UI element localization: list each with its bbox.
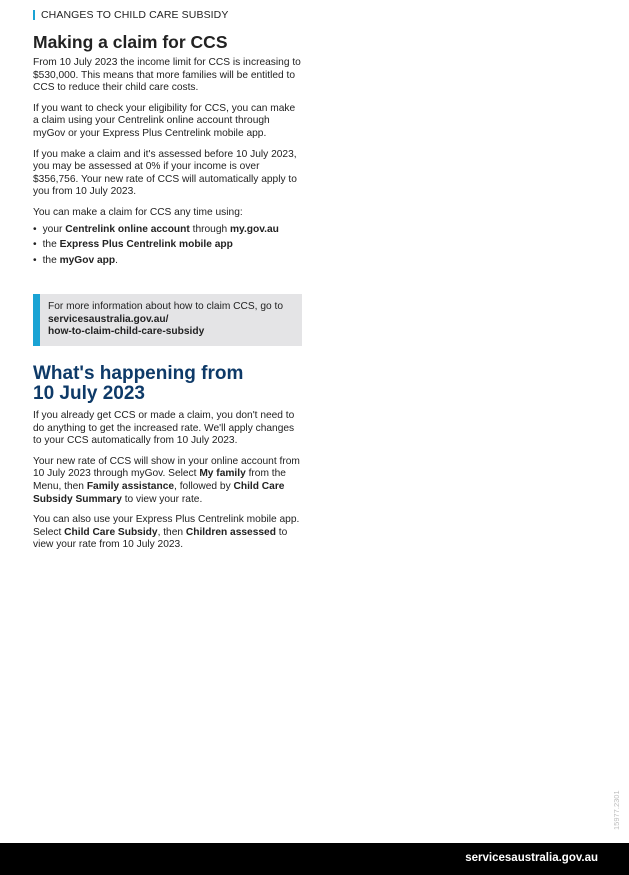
info-box-text: For more information about how to claim CCS, go to servicesaustralia.gov.au/ how-to-claim-child-care-subsidy [48,301,283,337]
claim-paragraph-1: From 10 July 2023 the income limit for CCS is increasing to $530,000. This means that more families will be entitled to CCS to reduce their child care costs. [33,57,301,94]
link-text: Centrelink online account [65,223,190,235]
list-item: • the Express Plus Centrelink mobile app [33,237,303,253]
info-link[interactable]: servicesaustralia.gov.au/ [48,313,169,325]
info-box [33,294,302,346]
info-link[interactable]: how-to-claim-child-care-subsidy [48,326,205,337]
footer-url[interactable]: servicesaustralia.gov.au [465,852,598,864]
document-id: 15977.2301 [612,790,621,830]
claim-paragraph-4: You can make a claim for CCS any time using: [33,206,243,218]
claim-paragraph-2: If you want to check your eligibility for CCS, you can make a claim using your Centrelink online account through myGov or your Express Plus Centrelink mobile app. [33,102,296,139]
footer [0,843,629,875]
happening-section [33,364,303,552]
claim-methods-list [33,222,303,269]
app-name: myGov app [59,254,116,266]
section-label-text: CHANGES TO CHILD CARE SUBSIDY [41,9,229,21]
section-marker [33,10,35,20]
link-text: my.gov.au [230,223,279,235]
claim-section [33,32,303,268]
happening-paragraph-1: If you already get CCS or made a claim, you don't need to do anything to get the increased rate. We'll apply changes to your CCS automatically from 10 July 2023. [33,410,295,447]
app-name: Express Plus Centrelink mobile app [59,239,233,251]
list-item: • your Centrelink online account through my.gov.au [33,222,303,238]
claim-paragraph-3: If you make a claim and it's assessed before 10 July 2023, you may be assessed at 0% if your income is over $356,756. Your new rate of CCS will automatically apply to you from 10 July 2023. [33,148,297,198]
list-item: • the myGov app. [33,253,303,269]
section-label [33,9,228,21]
happening-paragraph-2: Your new rate of CCS will show in your online account from 10 July 2023 through myGov. Select My family from the Menu, then Family assistance, followed by Child Care Subsidy Summary to view your rate. [33,455,300,505]
claim-heading: Making a claim for CCS [33,32,228,52]
happening-heading: What's happening from 10 July 2023 [33,363,244,404]
info-box-accent [33,294,40,346]
happening-paragraph-3: You can also use your Express Plus Centrelink mobile app. Select Child Care Subsidy, then Children assessed to view your rate from 10 July 2023. [33,514,300,551]
